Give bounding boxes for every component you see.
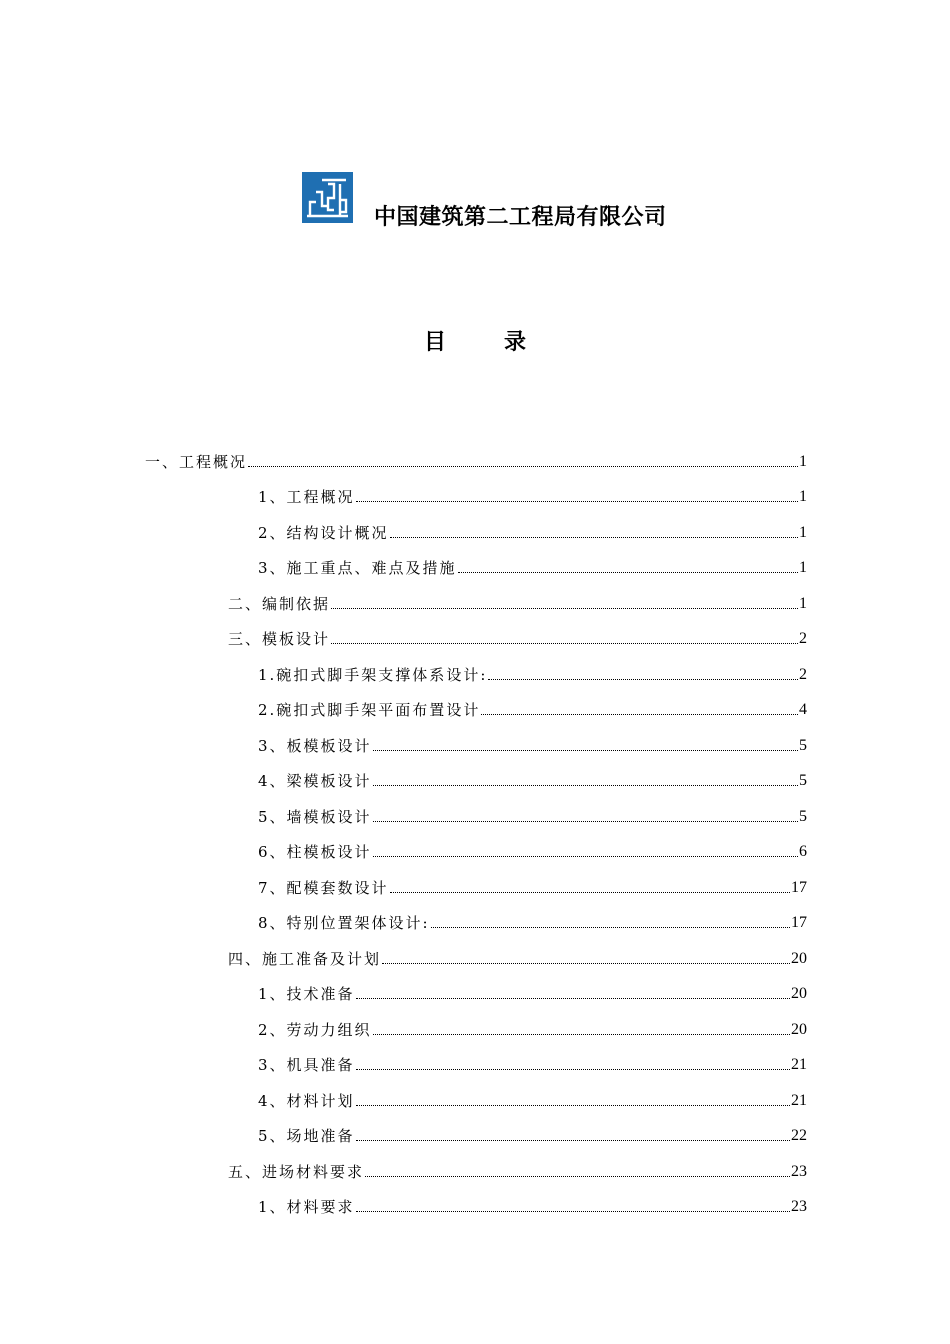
toc-entry-label: 5、场地准备 bbox=[258, 1127, 355, 1145]
toc-entry-label: 1、技术准备 bbox=[258, 985, 355, 1003]
toc-entry[interactable] bbox=[258, 661, 807, 685]
toc-dot-leader bbox=[382, 963, 790, 964]
toc-entry-label: 2、劳动力组织 bbox=[258, 1021, 372, 1039]
toc-entry-page: 23 bbox=[791, 1163, 807, 1180]
toc-entry-label: 一、工程概况 bbox=[145, 453, 248, 471]
toc-entry[interactable] bbox=[228, 1158, 807, 1182]
toc-entry-page: 20 bbox=[791, 950, 807, 967]
toc-dot-leader bbox=[356, 501, 798, 502]
toc-entry-page: 21 bbox=[791, 1056, 807, 1073]
toc-entry[interactable] bbox=[228, 590, 807, 614]
toc-entry[interactable] bbox=[258, 554, 807, 578]
toc-entry-label: 二、编制依据 bbox=[228, 595, 331, 613]
toc-title-right: 录 bbox=[504, 330, 527, 355]
toc-entry-page: 17 bbox=[791, 914, 807, 931]
toc-entry-label: 4、梁模板设计 bbox=[258, 772, 372, 790]
toc-entry[interactable] bbox=[258, 803, 807, 827]
toc-entry[interactable] bbox=[145, 448, 807, 472]
toc-dot-leader bbox=[458, 572, 798, 573]
toc-entry-page: 20 bbox=[791, 1021, 807, 1038]
toc-entry-label: 4、材料计划 bbox=[258, 1092, 355, 1110]
company-name: 中国建筑第二工程局有限公司 bbox=[374, 205, 667, 230]
toc-entry[interactable] bbox=[258, 696, 807, 720]
toc-entry[interactable] bbox=[258, 1051, 807, 1075]
toc-dot-leader bbox=[356, 1211, 790, 1212]
toc-dot-leader bbox=[488, 679, 798, 680]
toc-dot-leader bbox=[373, 821, 798, 822]
toc-entry[interactable] bbox=[258, 732, 807, 756]
toc-entry-page: 6 bbox=[799, 843, 807, 860]
toc-dot-leader bbox=[373, 750, 798, 751]
toc-entry[interactable] bbox=[258, 838, 807, 862]
toc-entry-label: 2、结构设计概况 bbox=[258, 524, 389, 542]
toc-entry-page: 5 bbox=[799, 772, 807, 789]
toc-entry[interactable] bbox=[228, 625, 807, 649]
toc-entry-page: 1 bbox=[799, 559, 807, 576]
toc-dot-leader bbox=[331, 608, 798, 609]
toc-entry[interactable] bbox=[258, 519, 807, 543]
toc-entry[interactable] bbox=[258, 1087, 807, 1111]
toc-entry[interactable] bbox=[258, 1016, 807, 1040]
toc-entry-page: 2 bbox=[799, 630, 807, 647]
toc-entry-page: 5 bbox=[799, 808, 807, 825]
toc-entry[interactable] bbox=[258, 980, 807, 1004]
toc-dot-leader bbox=[331, 643, 798, 644]
toc-entry-page: 17 bbox=[791, 879, 807, 896]
toc-dot-leader bbox=[248, 466, 798, 467]
toc-entry[interactable] bbox=[258, 1193, 807, 1217]
toc-entry-label: 6、柱模板设计 bbox=[258, 843, 372, 861]
toc-entry-label: 3、机具准备 bbox=[258, 1056, 355, 1074]
toc-entry-label: 8、特别位置架体设计: bbox=[258, 914, 430, 932]
toc-title bbox=[0, 325, 950, 356]
toc-dot-leader bbox=[356, 1140, 790, 1141]
toc-entry-page: 1 bbox=[799, 488, 807, 505]
toc-entry-label: 3、板模板设计 bbox=[258, 737, 372, 755]
toc-dot-leader bbox=[431, 927, 790, 928]
toc-entry[interactable] bbox=[258, 909, 807, 933]
toc-entry-page: 23 bbox=[791, 1198, 807, 1215]
toc-entry-page: 1 bbox=[799, 595, 807, 612]
toc-entry-label: 三、模板设计 bbox=[228, 630, 331, 648]
toc-entry-label: 5、墙模板设计 bbox=[258, 808, 372, 826]
toc-dot-leader bbox=[356, 998, 790, 999]
toc-entry-page: 21 bbox=[791, 1092, 807, 1109]
toc-dot-leader bbox=[390, 537, 798, 538]
cscec-logo-icon bbox=[302, 172, 353, 223]
toc-entry-label: 2.碗扣式脚手架平面布置设计 bbox=[258, 701, 481, 719]
toc-entry-label: 1、材料要求 bbox=[258, 1198, 355, 1216]
toc-entry[interactable] bbox=[258, 767, 807, 791]
toc-entry-page: 1 bbox=[799, 524, 807, 541]
toc-title-left: 目 bbox=[423, 330, 446, 355]
toc-entry-page: 4 bbox=[799, 701, 807, 718]
toc-entry-label: 1、工程概况 bbox=[258, 488, 355, 506]
toc-dot-leader bbox=[356, 1105, 790, 1106]
toc-dot-leader bbox=[390, 892, 790, 893]
toc-entry[interactable] bbox=[258, 874, 807, 898]
toc-entry-page: 5 bbox=[799, 737, 807, 754]
toc-dot-leader bbox=[365, 1176, 790, 1177]
toc-entry[interactable] bbox=[258, 483, 807, 507]
toc-entry-label: 3、施工重点、难点及措施 bbox=[258, 559, 457, 577]
document-header bbox=[302, 172, 862, 230]
toc-entry-page: 20 bbox=[791, 985, 807, 1002]
toc-entry[interactable] bbox=[258, 1122, 807, 1146]
toc-dot-leader bbox=[373, 856, 798, 857]
toc-entry[interactable] bbox=[228, 945, 807, 969]
toc-entry-label: 四、施工准备及计划 bbox=[228, 950, 382, 968]
toc-entry-page: 2 bbox=[799, 666, 807, 683]
toc-entry-page: 1 bbox=[799, 453, 807, 470]
toc-dot-leader bbox=[356, 1069, 790, 1070]
toc-entry-label: 7、配模套数设计 bbox=[258, 879, 389, 897]
toc-dot-leader bbox=[373, 785, 798, 786]
toc-entry-label: 五、进场材料要求 bbox=[228, 1163, 365, 1181]
toc-dot-leader bbox=[373, 1034, 790, 1035]
toc-entry-page: 22 bbox=[791, 1127, 807, 1144]
toc-entry-label: 1.碗扣式脚手架支撑体系设计: bbox=[258, 666, 488, 684]
toc-dot-leader bbox=[481, 714, 798, 715]
